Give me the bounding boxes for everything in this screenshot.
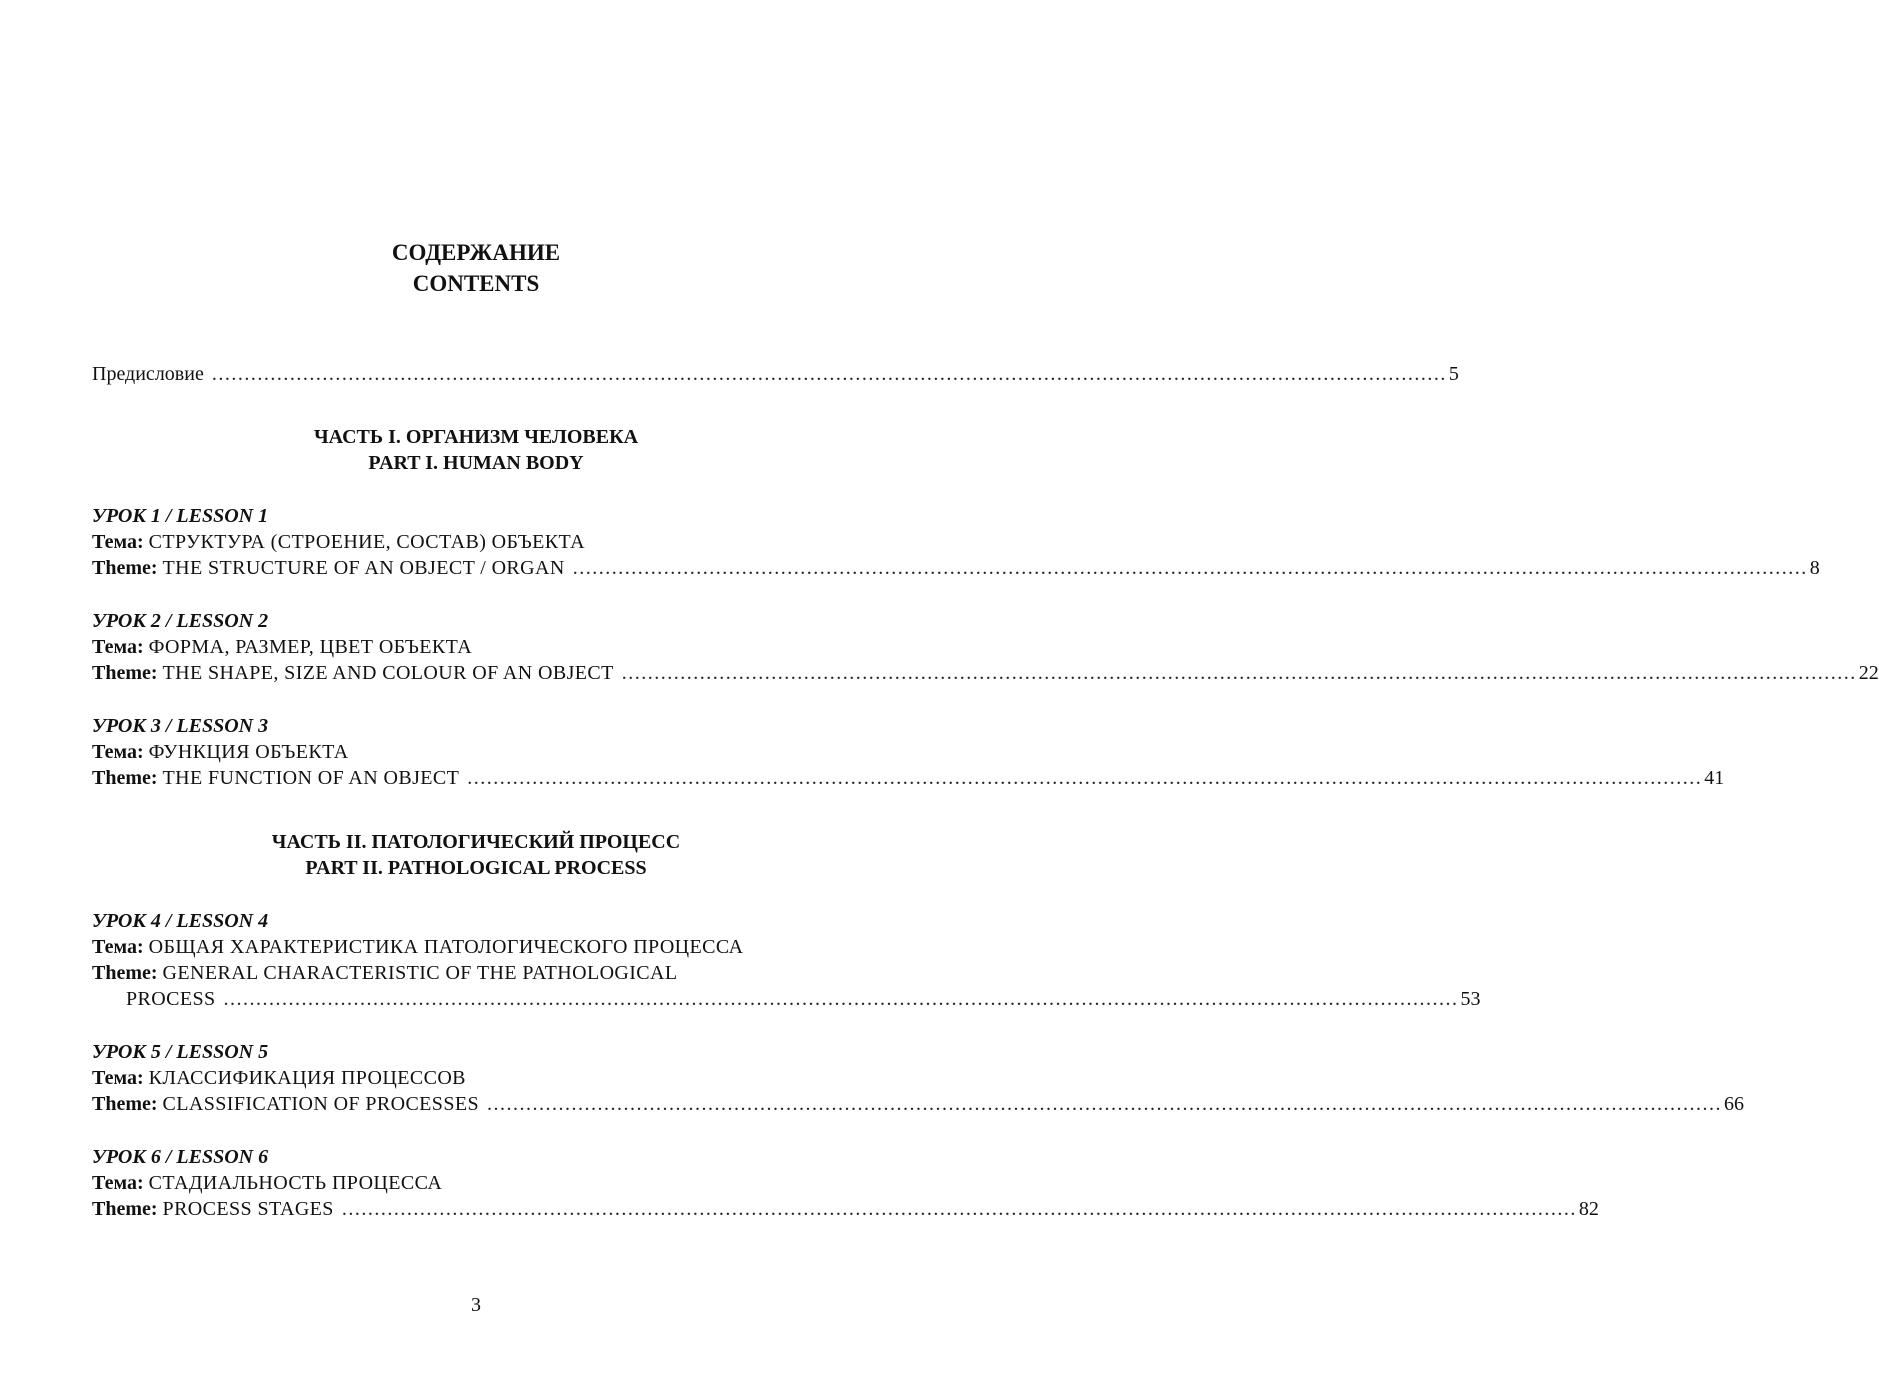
tema-text: ОБЩАЯ ХАРАКТЕРИСТИКА ПАТОЛОГИЧЕСКОГО ПРОЦЕССА: [148, 936, 744, 958]
theme-text-continued: PROCESS: [126, 988, 216, 1010]
toc-entry-lesson-5[interactable]: [92, 1091, 1744, 1117]
tema-text: ФОРМА, РАЗМЕР, ЦВЕТ ОБЪЕКТА: [148, 636, 473, 658]
part-heading-en: PART II. PATHOLOGICAL PROCESS: [305, 857, 647, 879]
theme-label: Theme:: [92, 767, 158, 789]
lesson-title: УРОК 3 / LESSON 3: [92, 715, 269, 737]
lesson-title: УРОК 4 / LESSON 4: [92, 910, 269, 932]
dot-leader: ..............................................................................................................................................................................................: [572, 557, 1808, 579]
part-heading-ru: ЧАСТЬ II. ПАТОЛОГИЧЕСКИЙ ПРОЦЕСС: [271, 831, 681, 853]
tema-label: Тема:: [92, 741, 144, 763]
dot-leader: ..............................................................................................................................................................................................: [211, 363, 1447, 385]
toc-entry-lesson-1[interactable]: [92, 555, 1820, 581]
tema-text: ФУНКЦИЯ ОБЪЕКТА: [148, 741, 349, 763]
toc-entry-lesson-3[interactable]: [92, 765, 1725, 791]
tema-text: СТАДИАЛЬНОСТЬ ПРОЦЕССА: [148, 1172, 443, 1194]
page-ref: 8: [1809, 557, 1820, 579]
preface-label: Предисловие: [92, 363, 204, 385]
theme-label: Theme:: [92, 1093, 158, 1115]
lesson-title: УРОК 1 / LESSON 1: [92, 505, 269, 527]
theme-text: GENERAL CHARACTERISTIC OF THE PATHOLOGICAL: [162, 962, 678, 984]
page-ref: 5: [1448, 363, 1459, 385]
tema-label: Тема:: [92, 1172, 144, 1194]
page-ref: 66: [1723, 1093, 1744, 1115]
tema-label: Тема:: [92, 636, 144, 658]
lesson-tema: [92, 529, 860, 555]
theme-label: Theme:: [92, 962, 158, 984]
dot-leader: ..............................................................................................................................................................................................: [341, 1198, 1577, 1220]
part-heading-en: PART I. HUMAN BODY: [368, 452, 584, 474]
page-ref: 53: [1460, 988, 1481, 1010]
tema-text: СТРУКТУРА (СТРОЕНИЕ, СОСТАВ) ОБЪЕКТА: [148, 531, 585, 553]
theme-label: Theme:: [92, 662, 158, 684]
dot-leader: ..............................................................................................................................................................................................: [223, 988, 1459, 1010]
tema-text: КЛАССИФИКАЦИЯ ПРОЦЕССОВ: [148, 1067, 466, 1089]
toc-entry-lesson-2[interactable]: [92, 660, 1879, 686]
theme-text: CLASSIFICATION OF PROCESSES: [162, 1093, 479, 1115]
lesson-tema: [92, 1170, 860, 1196]
page-ref: 41: [1704, 767, 1725, 789]
tema-label: Тема:: [92, 936, 144, 958]
toc-entry-lesson-4[interactable]: [126, 986, 1481, 1012]
dot-leader: ..............................................................................................................................................................................................: [486, 1093, 1722, 1115]
lesson-tema: [92, 739, 860, 765]
theme-text: THE STRUCTURE OF AN OBJECT / ORGAN: [162, 557, 565, 579]
dot-leader: ..............................................................................................................................................................................................: [621, 662, 1857, 684]
page-number: 3: [471, 1294, 481, 1316]
theme-text: THE SHAPE, SIZE AND COLOUR OF AN OBJECT: [162, 662, 614, 684]
heading-en: CONTENTS: [412, 271, 540, 296]
lesson-theme: [92, 960, 860, 986]
tema-label: Тема:: [92, 1067, 144, 1089]
toc-entry-preface[interactable]: [92, 361, 1459, 387]
page-ref: 22: [1858, 662, 1879, 684]
lesson-title: УРОК 6 / LESSON 6: [92, 1146, 269, 1168]
lesson-title: УРОК 5 / LESSON 5: [92, 1041, 269, 1063]
theme-label: Theme:: [92, 1198, 158, 1220]
heading-ru: СОДЕРЖАНИЕ: [391, 240, 561, 265]
theme-label: Theme:: [92, 557, 158, 579]
part-heading-ru: ЧАСТЬ I. ОРГАНИЗМ ЧЕЛОВЕКА: [313, 426, 639, 448]
tema-label: Тема:: [92, 531, 144, 553]
lesson-title: УРОК 2 / LESSON 2: [92, 610, 269, 632]
lesson-tema: [92, 934, 860, 960]
theme-text: PROCESS STAGES: [162, 1198, 334, 1220]
lesson-tema: [92, 634, 860, 660]
theme-text: THE FUNCTION OF AN OBJECT: [162, 767, 460, 789]
toc-entry-lesson-6[interactable]: [92, 1196, 1599, 1222]
lesson-tema: [92, 1065, 860, 1091]
page-ref: 82: [1578, 1198, 1599, 1220]
dot-leader: ..............................................................................................................................................................................................: [467, 767, 1703, 789]
